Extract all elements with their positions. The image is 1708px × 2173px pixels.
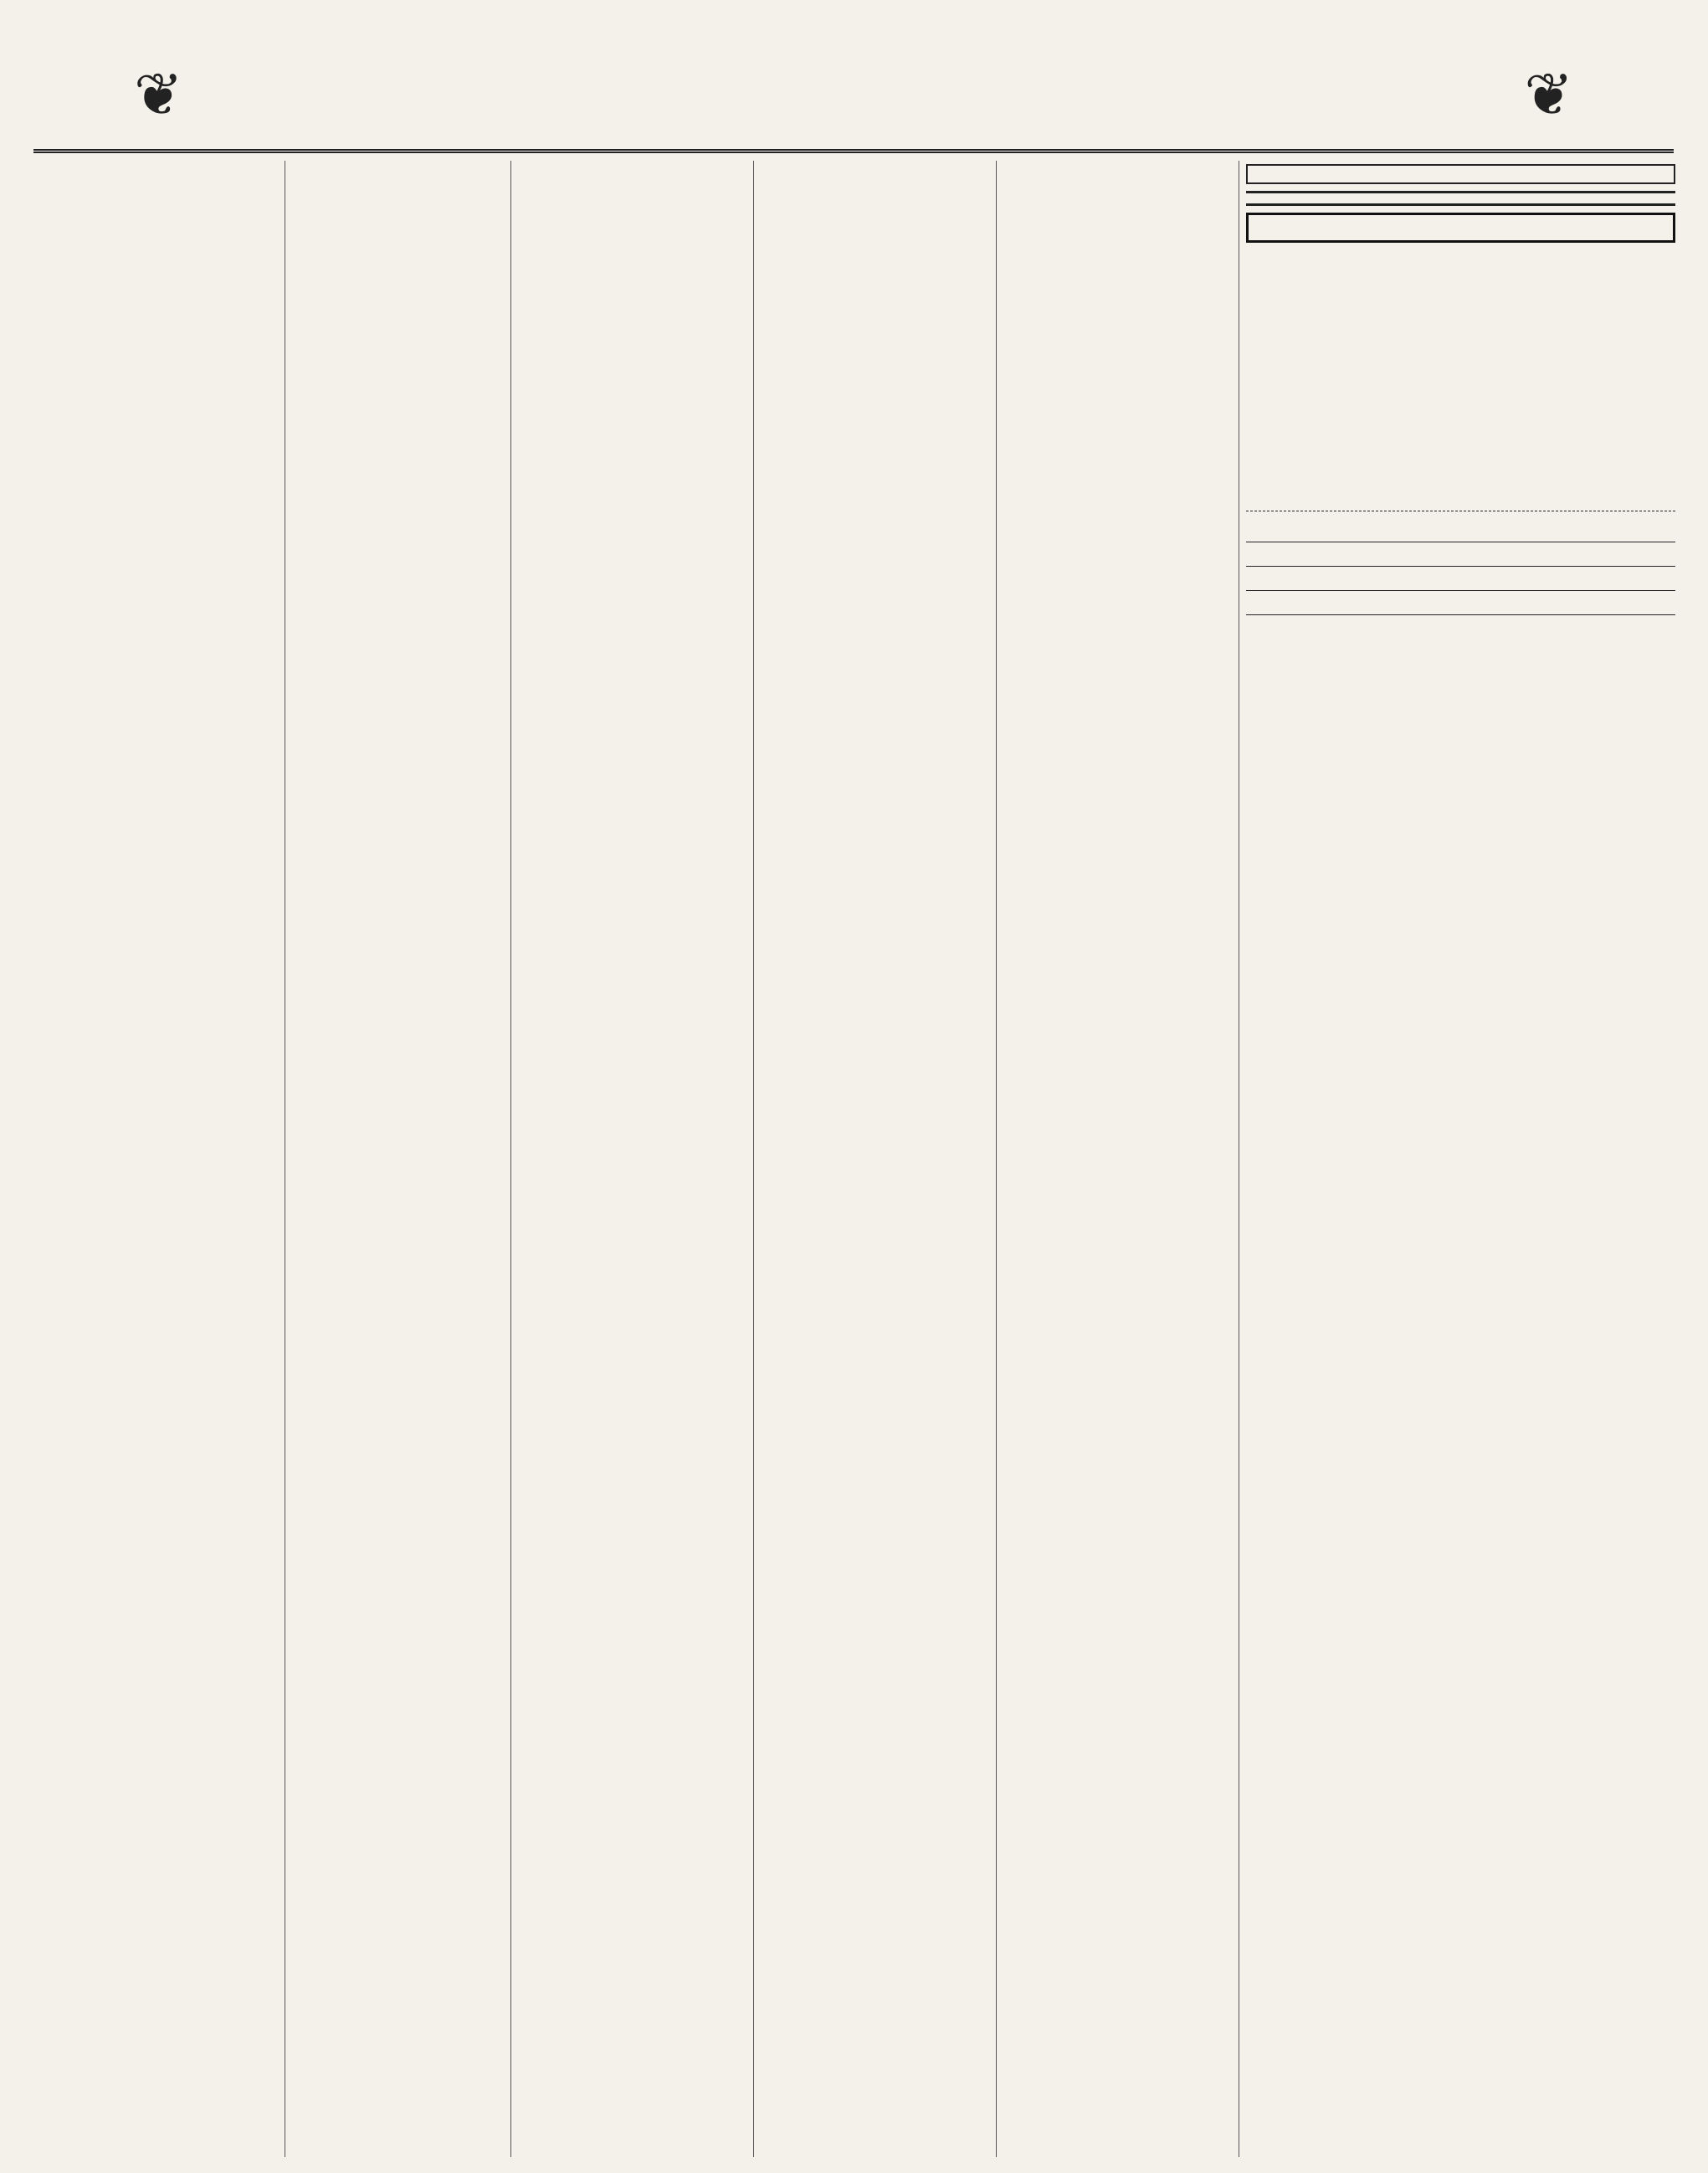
summer-school-ad — [1246, 191, 1675, 206]
column-2 — [285, 161, 510, 2157]
name-field[interactable] — [1246, 547, 1675, 567]
occupation-field[interactable] — [1246, 572, 1675, 591]
column-4 — [753, 161, 996, 2157]
webb-draper-ad — [1246, 164, 1675, 184]
book-set-illustration — [1285, 251, 1637, 502]
negro-farmers-ad — [1246, 213, 1675, 243]
column-1 — [33, 161, 285, 2157]
column-5 — [996, 161, 1239, 2157]
leaf-ornament-icon: ❦ — [1524, 64, 1573, 128]
leaf-ornament-icon: ❦ — [134, 64, 183, 128]
column-3 — [510, 161, 753, 2157]
masthead — [33, 23, 1674, 153]
tuskegee-books-ad — [1246, 251, 1675, 615]
column-6 — [1239, 161, 1682, 2157]
order-form — [1246, 511, 1675, 615]
address-field[interactable] — [1246, 596, 1675, 615]
date-field[interactable] — [1246, 523, 1675, 542]
